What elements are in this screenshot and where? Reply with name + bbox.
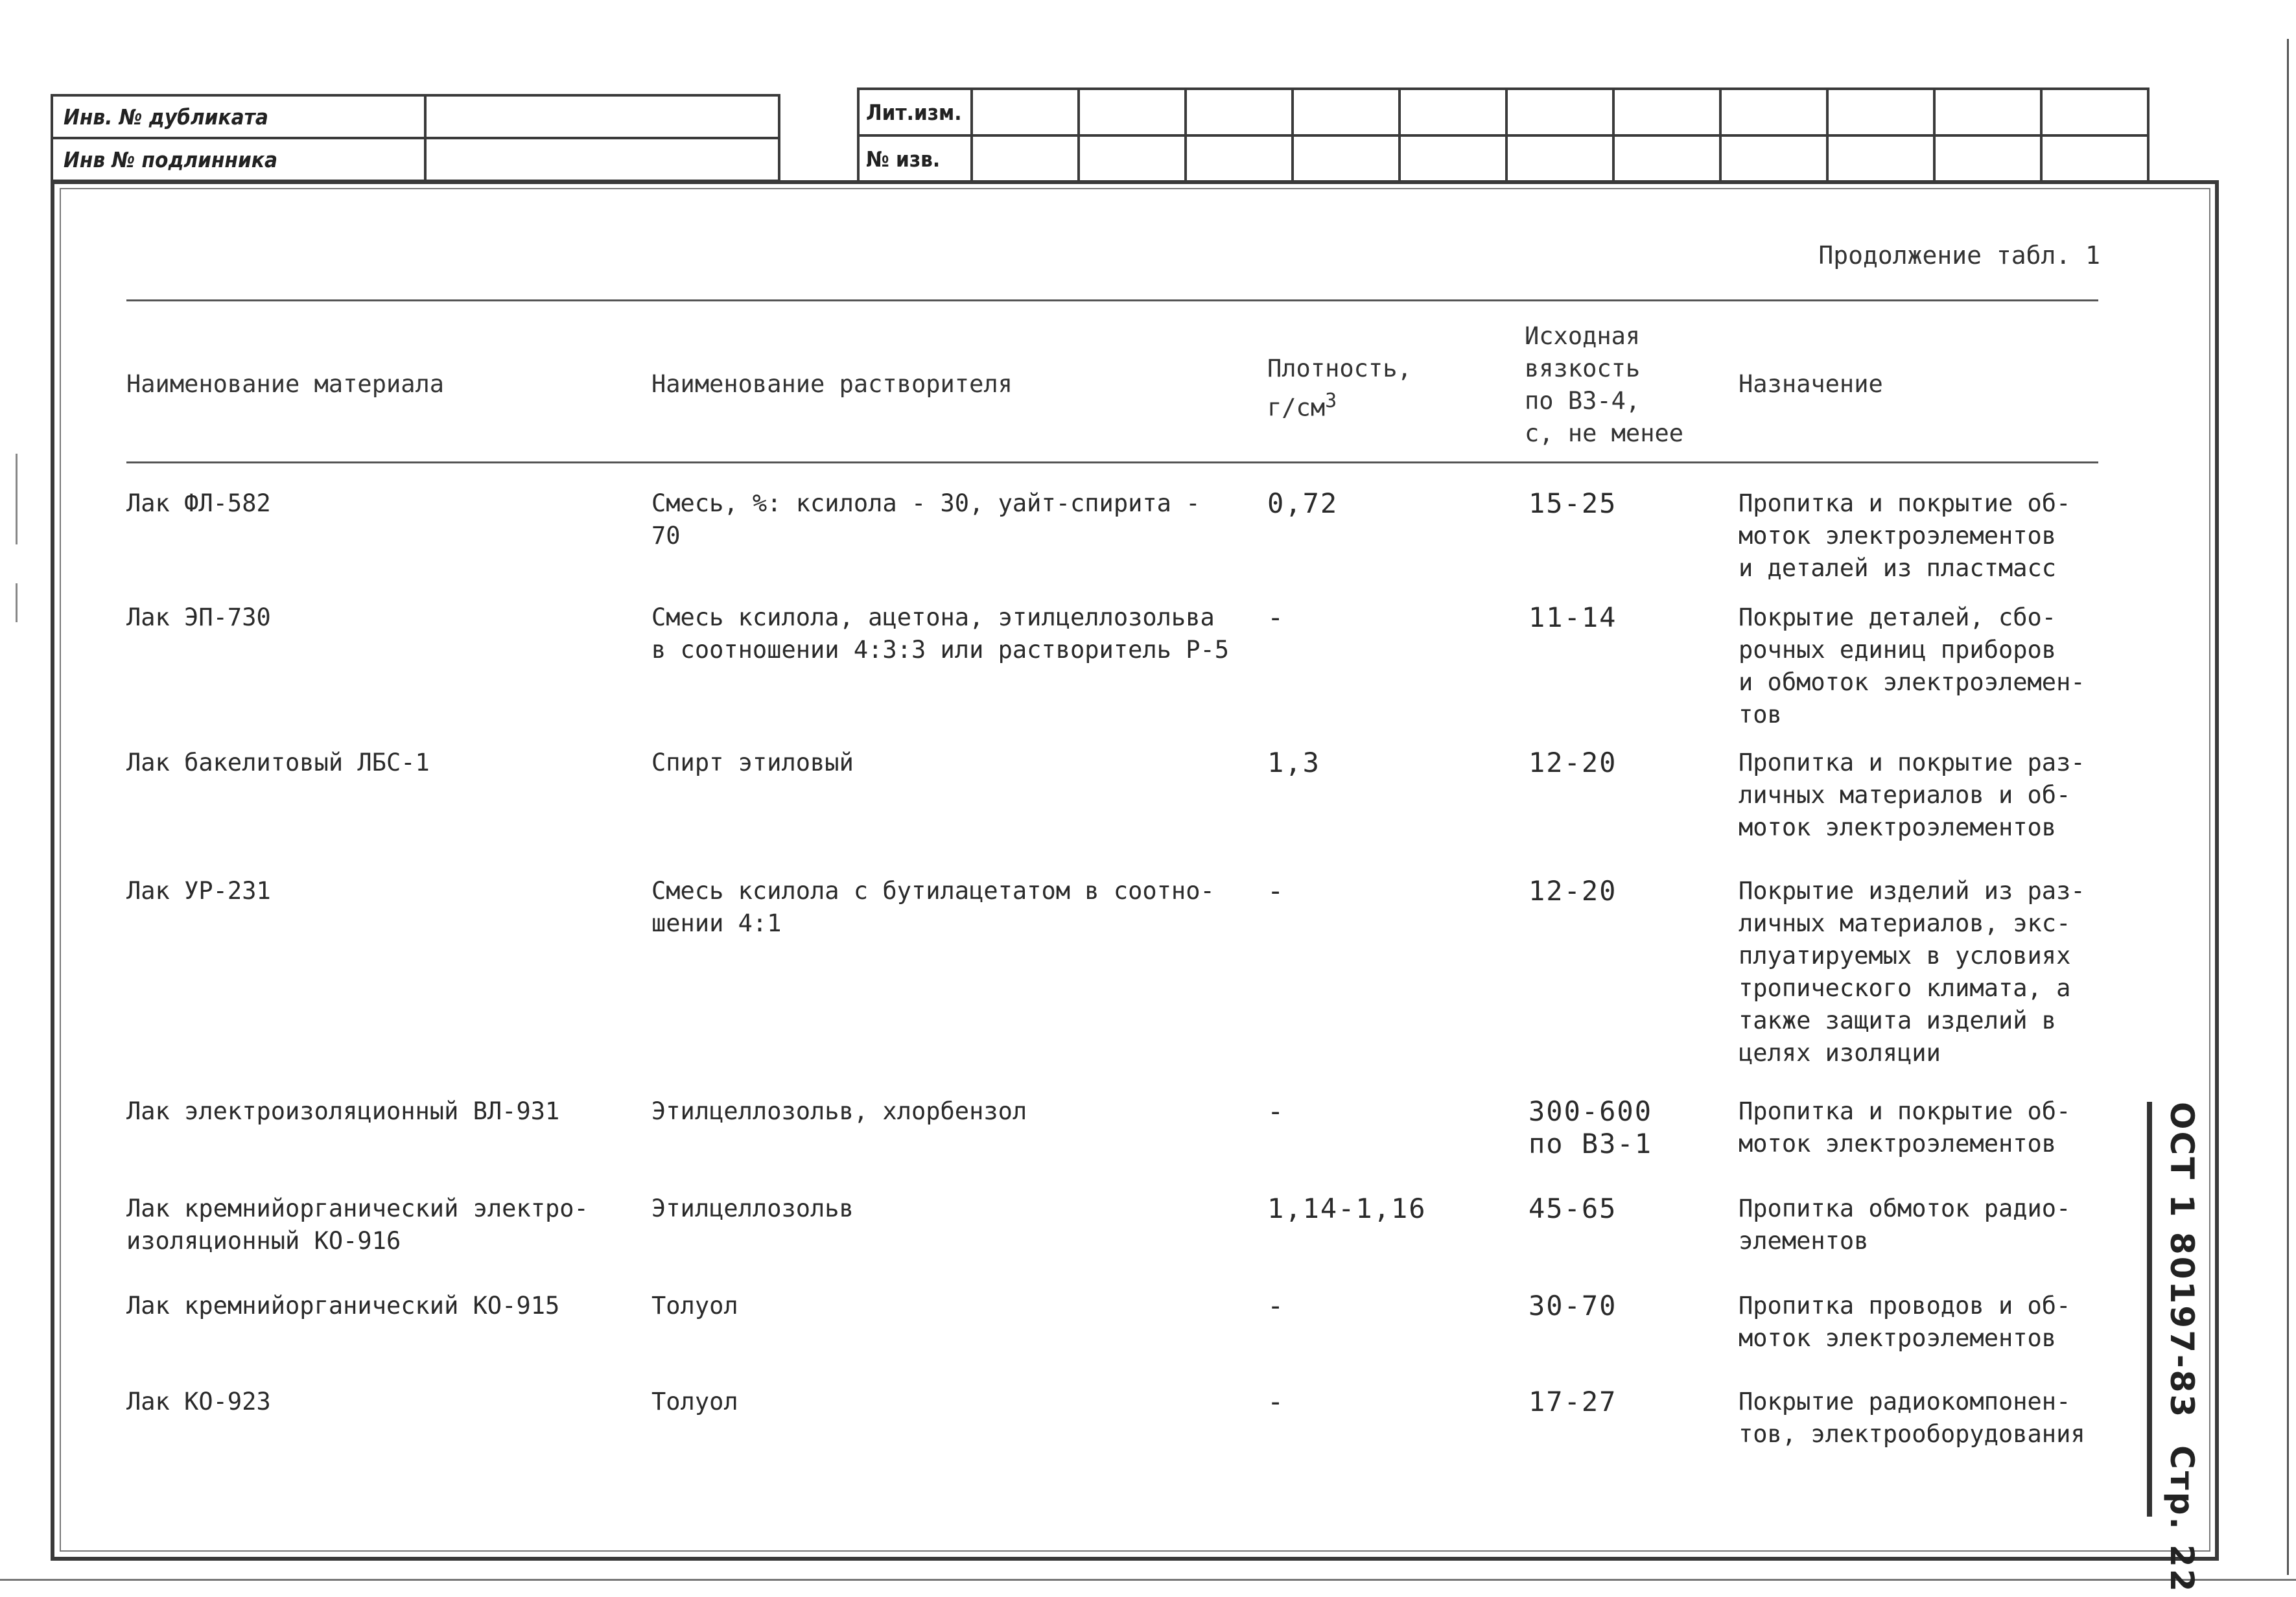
cell-solvent xyxy=(651,875,1215,940)
inventory-stamp xyxy=(51,94,780,182)
cell-line: личных материалов и об- xyxy=(1739,781,2071,809)
revision-cell xyxy=(1400,89,1506,135)
cell-material xyxy=(126,1193,589,1257)
revision-cell xyxy=(1613,135,1720,182)
cell-line: Толуол xyxy=(651,1388,738,1416)
revision-cell xyxy=(972,135,1079,182)
header-density-line1: Плотность, xyxy=(1267,355,1412,382)
right-edge-line xyxy=(2287,39,2289,1575)
cell-line: Смесь ксилола, ацетона, этилцеллозольва xyxy=(651,603,1215,631)
cell-density xyxy=(1267,487,1338,520)
header-viscosity-line2: вязкость xyxy=(1525,355,1641,382)
cell-density xyxy=(1267,1193,1427,1225)
revision-cell xyxy=(1400,135,1506,182)
table-continuation-caption: Продолжение табл. 1 xyxy=(1818,241,2100,270)
cell-line: Этилцеллозольв, хлорбензол xyxy=(651,1097,1027,1125)
revision-cell xyxy=(1613,89,1720,135)
revision-cell xyxy=(1079,135,1186,182)
duplicate-inv-value xyxy=(425,95,779,138)
cell-line: изоляционный КО-916 xyxy=(126,1227,401,1255)
cell-line: 0,72 xyxy=(1267,487,1339,519)
cell-line: Спирт этиловый xyxy=(651,749,854,776)
cell-solvent xyxy=(651,1290,738,1322)
cell-viscosity xyxy=(1529,1290,1617,1322)
cell-density xyxy=(1267,747,1320,779)
cell-line: - xyxy=(1267,1095,1285,1127)
revision-cell xyxy=(2041,135,2148,182)
cell-line: тов, электрооборудования xyxy=(1739,1420,2085,1448)
revision-cell xyxy=(972,89,1079,135)
cell-solvent xyxy=(651,487,1200,552)
bottom-edge-line xyxy=(0,1579,2296,1581)
revision-cell xyxy=(1506,135,1613,182)
header-density-line2: $г/см^3$ xyxy=(1267,390,1337,422)
cell-line: и деталей из пластмасс xyxy=(1739,554,2057,582)
cell-line: тов xyxy=(1739,701,1782,729)
cell-viscosity xyxy=(1529,487,1617,520)
header-viscosity-line1: Исходная xyxy=(1525,322,1641,350)
revision-cell xyxy=(1934,89,2041,135)
revision-cell xyxy=(1506,89,1613,135)
cell-viscosity xyxy=(1529,747,1617,779)
cell-line: Пропитка проводов и об- xyxy=(1739,1292,2071,1320)
cell-solvent xyxy=(651,747,854,779)
cell-line: моток электроэлементов xyxy=(1739,1324,2057,1352)
cell-line: 70 xyxy=(651,522,681,550)
cell-line: 1,14-1,16 xyxy=(1267,1193,1427,1224)
cell-line: элементов xyxy=(1739,1227,1869,1255)
margin-mark xyxy=(16,583,18,622)
margin-mark xyxy=(16,454,18,544)
cell-line: личных материалов, экс- xyxy=(1739,909,2071,937)
cell-line: моток электроэлементов xyxy=(1739,813,2057,841)
revision-cell xyxy=(1079,89,1186,135)
cell-line: - xyxy=(1267,1290,1285,1322)
cell-line: Покрытие изделий из раз- xyxy=(1739,877,2085,905)
cell-line: рочных единиц приборов xyxy=(1739,636,2057,664)
header-purpose: Назначение xyxy=(1739,370,1883,398)
revision-cell xyxy=(1827,135,1934,182)
cell-line: Лак электроизоляционный ВЛ-931 xyxy=(126,1097,560,1125)
cell-line: также защита изделий в xyxy=(1739,1007,2057,1034)
cell-purpose xyxy=(1739,1386,2085,1451)
revision-cell xyxy=(1827,89,1934,135)
cell-line: Пропитка и покрытие об- xyxy=(1739,489,2071,517)
cell-line: Покрытие деталей, сбо- xyxy=(1739,603,2057,631)
cell-line: Лак бакелитовый ЛБС-1 xyxy=(126,749,430,776)
revision-cell xyxy=(2041,89,2148,135)
cell-line: Толуол xyxy=(651,1292,738,1320)
cell-purpose xyxy=(1739,1193,2070,1257)
cell-purpose xyxy=(1739,1095,2070,1160)
cell-viscosity xyxy=(1529,1095,1652,1160)
cell-line: 45-65 xyxy=(1529,1193,1617,1224)
cell-material xyxy=(126,601,271,634)
cell-solvent xyxy=(651,1095,1027,1128)
cell-density xyxy=(1267,1386,1285,1418)
cell-viscosity xyxy=(1529,1193,1617,1225)
duplicate-inv-label: Инв. № дубликата xyxy=(52,95,425,138)
table-top-rule xyxy=(126,299,2098,301)
revision-cell xyxy=(1186,89,1293,135)
cell-solvent xyxy=(651,1386,738,1418)
cell-line: по ВЗ-1 xyxy=(1529,1128,1653,1160)
cell-line: Смесь ксилола с бутилацетатом в соотно- xyxy=(651,877,1215,905)
cell-line: 1,3 xyxy=(1267,747,1320,778)
header-bottom-rule xyxy=(126,461,2098,463)
cell-line: 300-600 xyxy=(1529,1095,1653,1127)
cell-line: 12-20 xyxy=(1529,875,1617,907)
cell-line: Пропитка и покрытие об- xyxy=(1739,1097,2071,1125)
cell-line: - xyxy=(1267,601,1285,633)
revision-stamp xyxy=(857,87,2150,183)
cell-density xyxy=(1267,875,1285,907)
cell-purpose xyxy=(1739,875,2085,1069)
cell-viscosity xyxy=(1529,1386,1617,1418)
cell-material xyxy=(126,1290,559,1322)
cell-line: 12-20 xyxy=(1529,747,1617,778)
cell-material xyxy=(126,1095,559,1128)
cell-purpose xyxy=(1739,1290,2070,1355)
cell-purpose xyxy=(1739,487,2070,585)
header-viscosity-line3: по ВЗ-4, xyxy=(1525,387,1641,415)
cell-material xyxy=(126,747,430,779)
cell-line: тропического климата, а xyxy=(1739,974,2071,1002)
cell-line: 11-14 xyxy=(1529,601,1617,633)
side-label-bar xyxy=(2147,1102,2152,1517)
doc-code: ОСТ 1 80197-83 xyxy=(2163,1102,2201,1419)
original-inv-value xyxy=(425,138,779,181)
revision-cell xyxy=(1934,135,2041,182)
header-solvent: Наименование растворителя xyxy=(651,370,1013,398)
cell-density xyxy=(1267,1290,1285,1322)
cell-line: Смесь, %: ксилола - 30, уайт-спирита - xyxy=(651,489,1201,517)
cell-line: 15-25 xyxy=(1529,487,1617,519)
cell-viscosity xyxy=(1529,601,1617,634)
cell-material xyxy=(126,1386,271,1418)
side-label xyxy=(2163,1102,2201,1593)
cell-density xyxy=(1267,601,1285,634)
header-material: Наименование материала xyxy=(126,370,445,398)
sheet-change-label: Лит.изм. xyxy=(858,89,972,135)
cell-material xyxy=(126,487,271,520)
cell-density xyxy=(1267,1095,1285,1128)
cell-line: Этилцеллозольв xyxy=(651,1195,854,1222)
cell-line: Лак УР-231 xyxy=(126,877,271,905)
cell-line: 30-70 xyxy=(1529,1290,1617,1322)
cell-line: Лак кремнийорганический КО-915 xyxy=(126,1292,560,1320)
cell-viscosity xyxy=(1529,875,1617,907)
cell-line: целях изоляции xyxy=(1739,1039,1941,1067)
cell-line: Лак КО-923 xyxy=(126,1388,271,1416)
revision-cell xyxy=(1720,135,1827,182)
cell-line: в соотношении 4:3:3 или растворитель Р-5 xyxy=(651,636,1230,664)
cell-line: - xyxy=(1267,875,1285,907)
revision-cell xyxy=(1293,89,1400,135)
cell-purpose xyxy=(1739,601,2085,731)
cell-line: 17-27 xyxy=(1529,1386,1617,1417)
cell-line: Пропитка и покрытие раз- xyxy=(1739,749,2085,776)
notice-number-label: № изв. xyxy=(858,135,972,182)
original-inv-label: Инв № подлинника xyxy=(52,138,425,181)
cell-line: Лак ЭП-730 xyxy=(126,603,271,631)
header-viscosity xyxy=(1525,320,1683,450)
revision-cell xyxy=(1293,135,1400,182)
cell-material xyxy=(126,875,271,907)
cell-line: моток электроэлементов xyxy=(1739,522,2057,550)
cell-solvent xyxy=(651,1193,854,1225)
cell-line: Покрытие радиокомпонен- xyxy=(1739,1388,2071,1416)
revision-cell xyxy=(1186,135,1293,182)
cell-line: - xyxy=(1267,1386,1285,1417)
cell-line: плуатируемых в условиях xyxy=(1739,942,2071,970)
cell-line: Лак кремнийорганический электро- xyxy=(126,1195,589,1222)
page-number: Стр. 22 xyxy=(2163,1445,2201,1594)
cell-line: шении 4:1 xyxy=(651,909,782,937)
cell-line: Лак ФЛ-582 xyxy=(126,489,271,517)
header-density xyxy=(1267,353,1412,424)
revision-cell xyxy=(1720,89,1827,135)
cell-purpose xyxy=(1739,747,2085,844)
cell-solvent xyxy=(651,601,1229,666)
cell-line: и обмоток электроэлемен- xyxy=(1739,668,2085,696)
header-viscosity-line4: с, не менее xyxy=(1525,419,1684,447)
cell-line: Пропитка обмоток радио- xyxy=(1739,1195,2071,1222)
cell-line: моток электроэлементов xyxy=(1739,1130,2057,1158)
